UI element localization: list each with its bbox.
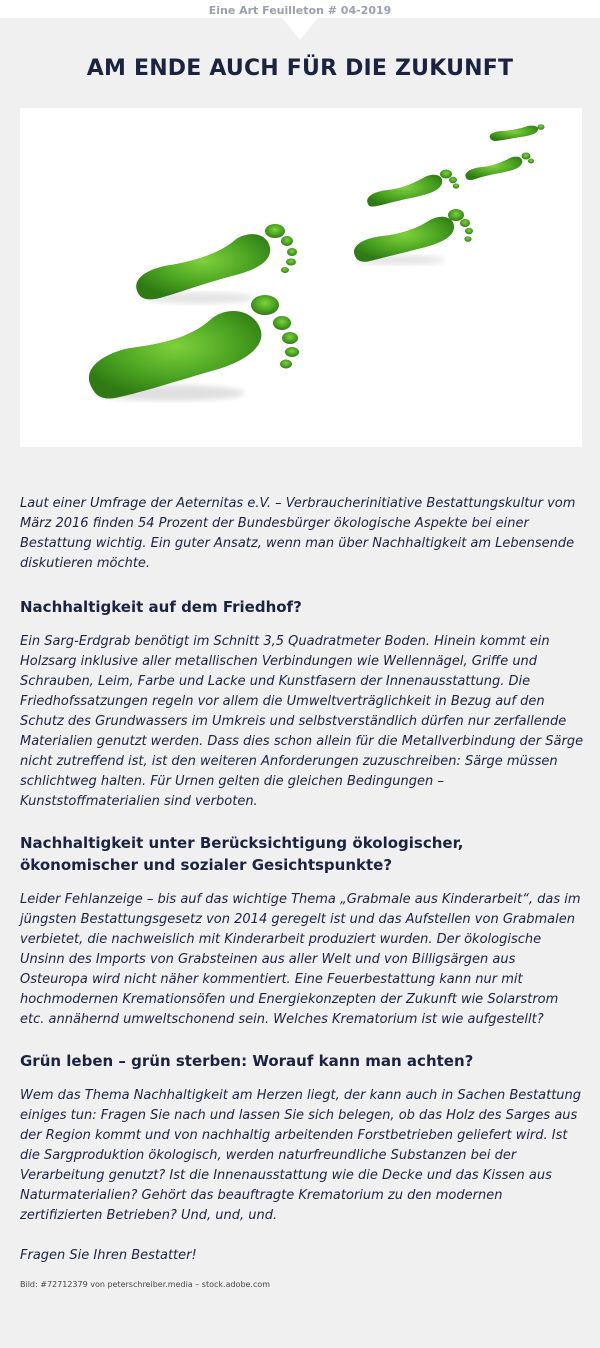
hero-image [20,108,582,447]
section-body-2: Leider Fehlanzeige – bis auf das wichtige Thema „Grabmale aus Kinderarbeit“, das im jüngsten Bestattungsgesetz von 2014 geregelt ist und das Aufstellen von Grabmalen verbietet, die nachweislich mit Kinderarbeit produziert wurden. Der ökologische Unsinn des Imports von Grabsteinen aus aller Welt und von Billigsärgen aus Osteuropa wird nicht näher kommentiert. Eine Feuerbestattung kann nur mit hochmodernen Kremationsöfen und Energiekonzepten der Zukunft wie Solarstrom etc. annähernd umweltschonend sein. Welches Krematorium ist wie aufgestellt? [20,892,581,1027]
section-body-3: Wem das Thema Nachhaltigkeit am Herzen liegt, der kann auch in Sachen Bestattung einiges tun: Fragen Sie nach und lassen Sie sich belegen, ob das Holz des Sarges aus der Region kommt und von nachhaltig arbeitenden Forstbetrieben geliefert wird. Ist die Sargproduktion ökologisch, werden naturfreundliche Substanzen bei der Verarbeitung genutzt? Ist die Innenausstattung wie die Decke und das Kissen aus Naturmaterialien? Gehört das beauftragte Krematorium zu den modernen zertifizierten Betrieben? Und, und, und. [20,1088,582,1223]
footprint-1 [89,295,299,401]
footprint-3 [354,209,473,265]
section-body-1: Ein Sarg-Erdgrab benötigt im Schnitt 3,5 Quadratmeter Boden. Hinein kommt ein Holzsarg inklusive aller metallischen Verbindungen wie Wellennägel, Griffe und Schrauben, Leim, Farbe und Lacke und Kunstfasern der Innenausstattung. Die Friedhofssatzungen regeln vor allem die Umweltverträglichkeit in Bezug auf den Schutz des Grundwassers im Umkreis und selbstverständlich dürfen nur zerfallende Materialien genutzt werden. Dass dies schon allein für die Metallverbindung der Särge nicht zutreffend ist, ist den weiteren Anforderungen zuzuschreiben: Särge müssen schlichtweg halten. Für Urnen gelten die gleichen Bedingungen – Kunststoffmaterialien sind verboten. [20,634,584,809]
footprint-5 [465,153,534,181]
section-heading-3: Grün leben – grün sterben: Worauf kann man achten? [20,1052,474,1070]
footprint-6 [490,124,545,141]
closing-line: Fragen Sie Ihren Bestatter! [20,1248,197,1263]
footprint-2 [136,224,297,304]
page-title: AM ENDE AUCH FÜR DIE ZUKUNFT [86,56,514,81]
footprint-4 [367,170,459,207]
top-banner [0,0,600,18]
article-content [20,494,586,1289]
issue-kicker: Eine Art Feuilleton # 04-2019 [208,4,392,17]
banner-notch [282,18,318,40]
green-grass-footprints-image [20,108,582,447]
image-credit: Bild: #72712379 von peterschreiber.media – stock.adobe.com [20,1280,271,1289]
section-heading-1: Nachhaltigkeit auf dem Friedhof? [20,598,302,616]
article-lead: Laut einer Umfrage der Aeternitas e.V. – Verbraucherinitiative Bestattungskultur vom März 2016 finden 54 Prozent der Bundesbürger ökologische Aspekte bei einer Bestattung wichtig. Ein guter Ansatz, wenn man über Nachhaltigkeit am Lebensende diskutieren möchte. [20,496,576,571]
section-heading-2: Nachhaltigkeit unter Berücksichtigung ökologischer, ökonomischer und sozialer Gesichtspunkte? [20,834,464,874]
